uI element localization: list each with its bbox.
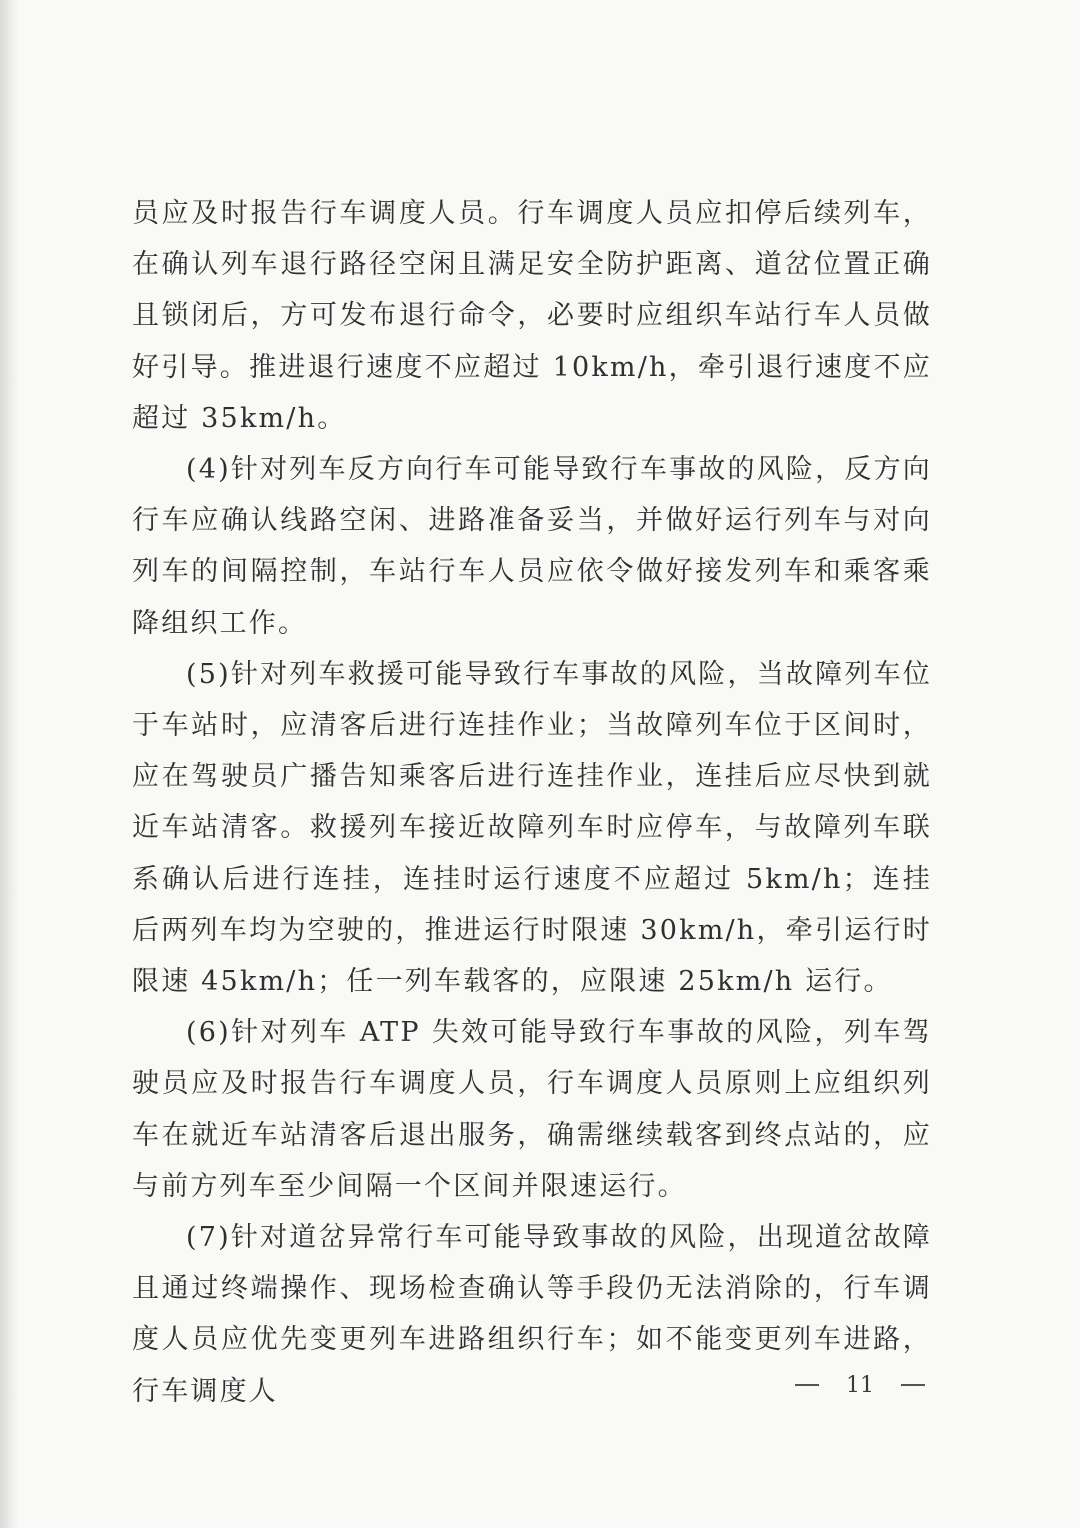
- page-number: 11: [846, 1372, 874, 1398]
- paragraph-item-5: (5)针对列车救援可能导致行车事故的风险，当故障列车位于车站时，应清客后进行连挂作业；当故障列车位于区间时，应在驾驶员广播告知乘客后进行连挂作业，连挂后应尽快到就近车站清客。救援列车接近故障列车时应停车，与故障列车联系确认后进行连挂，连挂时运行速度不应超过 5km/h；连挂后两列车均为空驶的，推进运行时限速 30km/h，牵引运行时限速 45km/h；任一列车载客的，应限速 25km/h 运行。: [132, 658, 932, 998]
- page-footer: [795, 1370, 925, 1400]
- page-number-left-dash: [795, 1384, 819, 1386]
- paragraph-item-7: (7)针对道岔异常行车可能导致事故的风险，出现道岔故障且通过终端操作、现场检查确认等手段仍无法消除的，行车调度人员应优先变更列车进路组织行车；如不能变更列车进路，行车调度人: [132, 1222, 932, 1407]
- page-body: [132, 188, 932, 1417]
- page-number-right-dash: [901, 1384, 925, 1386]
- paragraph-item-4: (4)针对列车反方向行车可能导致行车事故的风险，反方向行车应确认线路空闲、进路准备妥当，并做好运行列车与对向列车的间隔控制，车站行车人员应依令做好接发列车和乘客乘降组织工作。: [132, 454, 932, 639]
- paragraph-item-6: (6)针对列车 ATP 失效可能导致行车事故的风险，列车驾驶员应及时报告行车调度人员，行车调度人员原则上应组织列车在就近车站清客后退出服务，确需继续载客到终点站的，应与前方列车至少间隔一个区间并限速运行。: [132, 1017, 932, 1202]
- scan-shadow: [0, 0, 18, 1528]
- paragraph-continued: 员应及时报告行车调度人员。行车调度人员应扣停后续列车，在确认列车退行路径空闲且满足安全防护距离、道岔位置正确且锁闭后，方可发布退行命令，必要时应组织车站行车人员做好引导。推进退行速度不应超过 10km/h，牵引退行速度不应超过 35km/h。: [132, 198, 932, 434]
